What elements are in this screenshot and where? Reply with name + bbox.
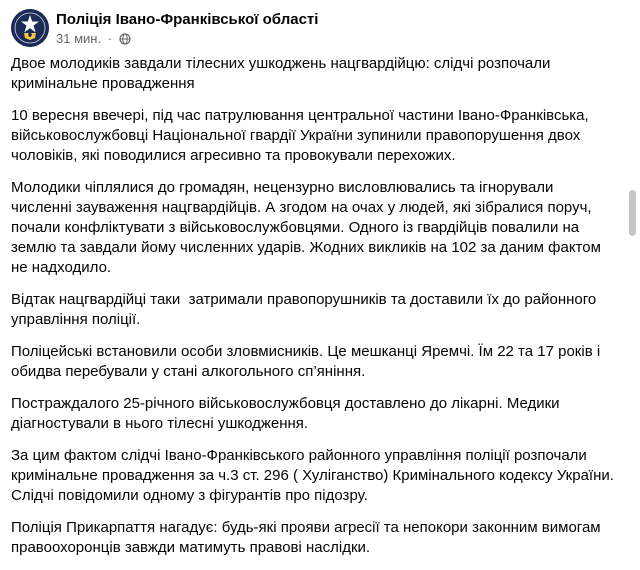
post-timestamp[interactable]: 31 мин. — [56, 31, 102, 46]
page-name-link[interactable]: Поліція Івано-Франківської області — [56, 11, 319, 28]
post-paragraph: Відтак нацгвардійці таки затримали правопорушників та доставили їх до районного управління поліції. — [11, 291, 601, 328]
post-paragraph: Молодики чіплялися до громадян, нецензурно висловлювались та ігнорували численні зауваження нацгвардійців. А згодом на очах у людей, які зібралися поруч, почали конфліктувати з військовослужбовцями. Одного із гвардійців повалили на землю та завдали йому численних ударів. Жодних викликів на 102 за даним фактом не надходило. — [11, 179, 606, 276]
scrollbar-thumb[interactable] — [629, 190, 636, 236]
post-paragraph-headline: Двое молодиків завдали тілесних ушкоджень нацгвардійцю: слідчі розпочали кримінальне провадження — [11, 55, 555, 92]
vertical-scrollbar[interactable] — [628, 10, 636, 455]
post-paragraph: Поліція Прикарпаття нагадує: будь-які прояви агресії та непокори законним вимогам правоохоронців завжди матимуть правові наслідки. — [11, 519, 605, 556]
page-avatar[interactable] — [11, 9, 49, 47]
meta-separator: · — [107, 31, 113, 46]
post-paragraph: 10 вересня ввечері, під час патрулювання центральної частини Івано-Франківська, військовослужбовці Національної гвардії України зупинили правопорушення двох чоловіків, які поводилися агресивно та провокували перехожих. — [11, 107, 593, 164]
post-paragraph: Постраждалого 25-річного військовослужбовця доставлено до лікарні. Медики діагностували в нього тілесні ушкодження. — [11, 395, 564, 432]
post-body — [11, 54, 619, 570]
post-meta — [56, 31, 131, 48]
post-paragraph: Поліцейські встановили особи зловмисників. Це мешканці Яремчі. Їм 22 та 17 років і обидва перебували у стані алкогольного сп’яніння. — [11, 343, 605, 380]
post-header — [11, 7, 571, 51]
police-badge-icon — [11, 9, 49, 47]
post-paragraph: За цим фактом слідчі Івано-Франківського районного управління поліції розпочали кримінальне провадження за ч.3 ст. 296 ( Хуліганство) Кримінального кодексу України. Слідчі повідомили одному з фігурантів про підозру. — [11, 447, 619, 504]
globe-icon[interactable] — [119, 33, 131, 48]
